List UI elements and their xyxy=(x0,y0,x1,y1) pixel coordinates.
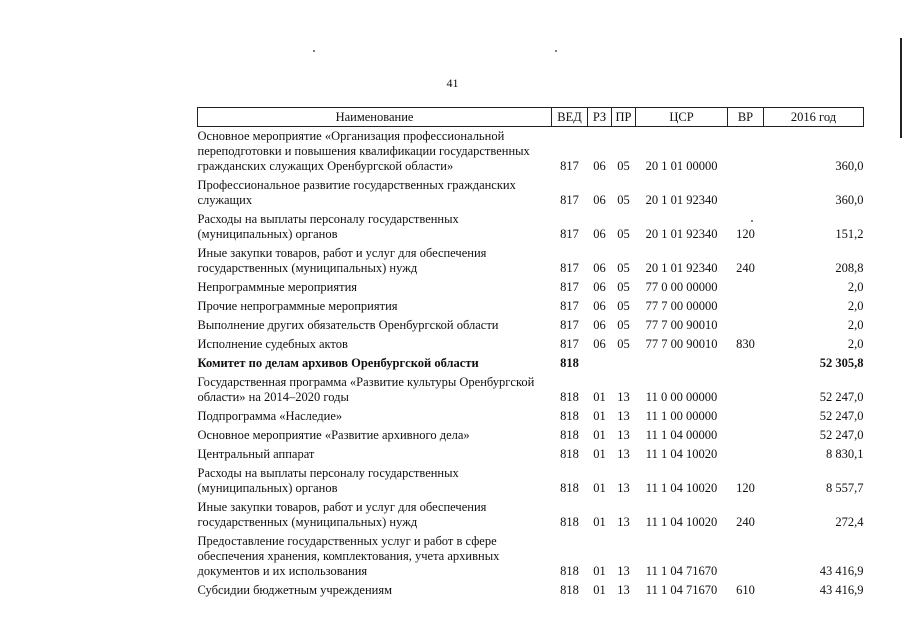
row-vr xyxy=(728,532,764,581)
scan-speck xyxy=(555,50,557,52)
table-row xyxy=(198,373,864,407)
row-amount: 8 830,1 xyxy=(826,447,864,461)
row-pr: 13 xyxy=(617,428,630,442)
row-pr: 13 xyxy=(617,481,630,495)
row-amount: 360,0 xyxy=(835,193,864,207)
table-row xyxy=(198,407,864,426)
row-amount: 52 247,0 xyxy=(819,428,864,442)
table-row xyxy=(198,426,864,445)
row-amount: 2,0 xyxy=(847,318,864,332)
row-csr: 20 1 01 00000 xyxy=(645,159,718,173)
row-pr: 05 xyxy=(617,318,630,332)
table-row xyxy=(198,532,864,581)
row-ved: 818 xyxy=(560,428,579,442)
row-rz: 01 xyxy=(593,481,606,495)
column-header-name: Наименование xyxy=(198,108,552,127)
row-name: Исполнение судебных актов xyxy=(197,337,348,351)
row-ved: 817 xyxy=(560,227,579,241)
column-header-vr: ВР xyxy=(728,108,764,127)
row-vr xyxy=(728,407,764,426)
row-rz: 01 xyxy=(593,583,606,597)
row-vr xyxy=(728,316,764,335)
row-csr: 77 7 00 90010 xyxy=(645,318,718,332)
row-amount: 8 557,7 xyxy=(826,481,864,495)
row-amount: 151,2 xyxy=(835,227,864,241)
row-pr: 05 xyxy=(617,261,630,275)
row-csr: 11 1 04 71670 xyxy=(645,583,718,597)
row-pr: 05 xyxy=(617,227,630,241)
row-ved: 818 xyxy=(560,515,579,529)
row-amount: 52 247,0 xyxy=(819,409,864,423)
row-pr: 13 xyxy=(617,390,630,404)
row-pr: 05 xyxy=(617,193,630,207)
table-row xyxy=(198,176,864,210)
row-csr: 11 1 04 00000 xyxy=(645,428,718,442)
table-header-row xyxy=(198,108,864,127)
row-rz: 01 xyxy=(593,447,606,461)
row-name: Основное мероприятие «Организация профессиональной переподготовки и повышения квалификации государственных гражданских служащих Оренбургской области» xyxy=(197,129,530,173)
table-row xyxy=(198,244,864,278)
table-body xyxy=(198,127,864,601)
row-rz: 06 xyxy=(593,193,606,207)
row-ved: 817 xyxy=(560,261,579,275)
row-ved: 817 xyxy=(560,299,579,313)
row-csr: 77 7 00 90010 xyxy=(645,337,718,351)
row-pr: 05 xyxy=(617,280,630,294)
row-pr: 05 xyxy=(617,299,630,313)
row-name: Государственная программа «Развитие культуры Оренбургской области» на 2014–2020 годы xyxy=(197,375,535,404)
row-csr: 11 1 04 71670 xyxy=(645,564,718,578)
table-row xyxy=(198,445,864,464)
row-rz: 06 xyxy=(593,261,606,275)
row-ved: 818 xyxy=(560,390,579,404)
scan-speck xyxy=(313,50,315,52)
row-vr xyxy=(728,127,764,177)
row-name: Прочие непрограммные мероприятия xyxy=(197,299,398,313)
row-amount: 43 416,9 xyxy=(819,564,864,578)
row-ved: 817 xyxy=(560,280,579,294)
row-ved: 818 xyxy=(560,583,579,597)
row-vr xyxy=(728,354,764,373)
row-rz: 01 xyxy=(593,390,606,404)
table-row xyxy=(198,464,864,498)
budget-table xyxy=(197,107,864,600)
row-amount: 2,0 xyxy=(847,337,864,351)
row-amount: 360,0 xyxy=(835,159,864,173)
row-amount: 272,4 xyxy=(835,515,864,529)
row-amount: 208,8 xyxy=(835,261,864,275)
row-vr xyxy=(728,278,764,297)
column-header-csr: ЦСР xyxy=(636,108,728,127)
row-rz xyxy=(588,354,612,373)
row-name: Иные закупки товаров, работ и услуг для обеспечения государственных (муниципальных) нужд xyxy=(197,500,487,529)
table-row xyxy=(198,297,864,316)
column-header-year: 2016 год xyxy=(764,108,864,127)
row-csr: 11 1 00 00000 xyxy=(645,409,718,423)
row-vr xyxy=(728,426,764,445)
row-vr: 610 xyxy=(736,583,755,597)
row-csr: 11 0 00 00000 xyxy=(645,390,718,404)
row-pr: 13 xyxy=(617,583,630,597)
row-pr: 13 xyxy=(617,409,630,423)
column-header-ved: ВЕД xyxy=(552,108,588,127)
row-csr: 20 1 01 92340 xyxy=(645,227,718,241)
row-rz: 06 xyxy=(593,337,606,351)
row-vr: 120 xyxy=(736,227,755,241)
row-rz: 01 xyxy=(593,515,606,529)
row-name: Иные закупки товаров, работ и услуг для обеспечения государственных (муниципальных) нужд xyxy=(197,246,487,275)
row-name: Профессиональное развитие государственных гражданских служащих xyxy=(197,178,516,207)
row-name: Субсидии бюджетным учреждениям xyxy=(197,583,393,597)
column-header-pr: ПР xyxy=(612,108,636,127)
row-ved: 818 xyxy=(560,447,579,461)
row-rz: 01 xyxy=(593,564,606,578)
row-csr xyxy=(636,354,728,373)
row-rz: 01 xyxy=(593,409,606,423)
table-row xyxy=(198,210,864,244)
row-ved: 818 xyxy=(560,481,579,495)
table-row xyxy=(198,581,864,600)
column-header-rz: РЗ xyxy=(588,108,612,127)
row-vr xyxy=(728,445,764,464)
row-amount: 43 416,9 xyxy=(819,583,864,597)
row-csr: 77 7 00 00000 xyxy=(645,299,718,313)
row-csr: 11 1 04 10020 xyxy=(645,447,718,461)
table-row xyxy=(198,127,864,177)
row-ved: 817 xyxy=(560,159,579,173)
row-pr: 05 xyxy=(617,337,630,351)
row-name: Центральный аппарат xyxy=(197,447,315,461)
row-pr xyxy=(612,354,636,373)
row-ved: 818 xyxy=(560,409,579,423)
row-vr xyxy=(728,297,764,316)
table-row xyxy=(198,498,864,532)
row-ved: 818 xyxy=(560,356,579,370)
table-row xyxy=(198,278,864,297)
row-name: Расходы на выплаты персоналу государственных (муниципальных) органов xyxy=(197,466,459,495)
page-number: 41 xyxy=(446,76,459,90)
row-ved: 818 xyxy=(560,564,579,578)
row-ved: 817 xyxy=(560,193,579,207)
row-csr: 20 1 01 92340 xyxy=(645,193,718,207)
row-vr xyxy=(728,373,764,407)
row-pr: 13 xyxy=(617,447,630,461)
row-vr xyxy=(728,176,764,210)
row-vr: 240 xyxy=(736,261,755,275)
row-name: Предоставление государственных услуг и работ в сфере обеспечения хранения, комплектования, учета архивных документов и их использования xyxy=(197,534,500,578)
row-rz: 01 xyxy=(593,428,606,442)
row-vr: 830 xyxy=(736,337,755,351)
row-vr: 120 xyxy=(736,481,755,495)
table-row xyxy=(198,354,864,373)
row-ved: 817 xyxy=(560,337,579,351)
row-csr: 77 0 00 00000 xyxy=(645,280,718,294)
row-name: Основное мероприятие «Развитие архивного дела» xyxy=(197,428,470,442)
row-name: Комитет по делам архивов Оренбургской области xyxy=(197,356,479,370)
row-amount: 52 247,0 xyxy=(819,390,864,404)
row-name: Расходы на выплаты персоналу государственных (муниципальных) органов xyxy=(197,212,459,241)
row-rz: 06 xyxy=(593,280,606,294)
row-vr: 240 xyxy=(736,515,755,529)
row-pr: 05 xyxy=(617,159,630,173)
table-row xyxy=(198,335,864,354)
row-amount: 52 305,8 xyxy=(819,356,864,370)
row-csr: 20 1 01 92340 xyxy=(645,261,718,275)
row-rz: 06 xyxy=(593,227,606,241)
row-ved: 817 xyxy=(560,318,579,332)
table-row xyxy=(198,316,864,335)
row-name: Подпрограмма «Наследие» xyxy=(197,409,343,423)
row-amount: 2,0 xyxy=(847,299,864,313)
row-amount: 2,0 xyxy=(847,280,864,294)
row-csr: 11 1 04 10020 xyxy=(645,515,718,529)
row-rz: 06 xyxy=(593,318,606,332)
row-csr: 11 1 04 10020 xyxy=(645,481,718,495)
row-pr: 13 xyxy=(617,515,630,529)
row-rz: 06 xyxy=(593,299,606,313)
row-pr: 13 xyxy=(617,564,630,578)
row-rz: 06 xyxy=(593,159,606,173)
row-name: Непрограммные мероприятия xyxy=(197,280,358,294)
row-name: Выполнение других обязательств Оренбургской области xyxy=(197,318,499,332)
